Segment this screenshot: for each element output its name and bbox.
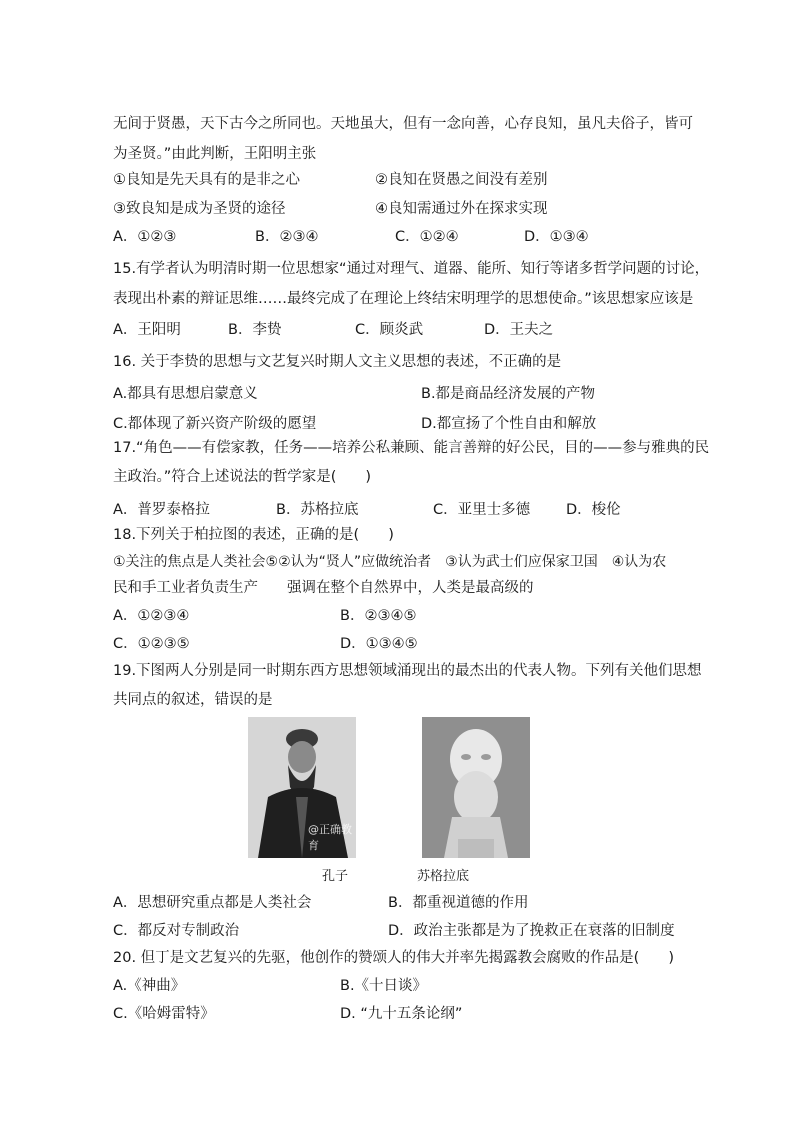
q17-stem-line1: 17.“角色——有偿家教，任务——培养公私兼顾、能言善辩的好公民，目的——参与雅典的民 xyxy=(113,440,710,456)
q14-choice-a: A．①②③ xyxy=(113,229,177,245)
q18-choice-c: C．①②③⑤ xyxy=(113,636,190,652)
q20-stem: 20. 但丁是文艺复兴的先驱，他创作的赞颂人的伟大并率先揭露教会腐败的作品是( ) xyxy=(113,950,674,966)
q15-choice-a: A．王阳明 xyxy=(113,322,181,338)
q14-option-3: ③致良知是成为圣贤的途径 xyxy=(113,201,286,217)
socrates-bust xyxy=(422,717,530,858)
q20-choice-b: B.《十日谈》 xyxy=(340,978,428,994)
q15-choice-b: B．李贽 xyxy=(228,322,282,338)
q18-choice-a: A．①②③④ xyxy=(113,608,190,624)
q18-stem: 18.下列关于柏拉图的表述，正确的是( ) xyxy=(113,527,394,543)
q15-stem-line2: 表现出朴素的辩证思维……最终完成了在理论上终结宋明理学的思想使命。”该思想家应该是 xyxy=(113,291,694,307)
q18-choice-d: D．①③④⑤ xyxy=(340,636,418,652)
q18-choice-b: B．②③④⑤ xyxy=(340,608,417,624)
q20-choice-d: D. “九十五条论纲” xyxy=(340,1006,463,1022)
caption-confucius: 孔子 xyxy=(322,869,349,884)
q18-statements-line2: 民和手工业者负责生产 强调在整个自然界中，人类是最高级的 xyxy=(113,580,534,596)
q19-choice-d: D．政治主张都是为了挽救正在衰落的旧制度 xyxy=(388,923,675,939)
q14-choice-b: B．②③④ xyxy=(255,229,319,245)
q16-choice-d: D.都宣扬了个性自由和解放 xyxy=(421,416,597,432)
q18-statements-line1: ①关注的焦点是人类社会⑤②认为“贤人”应做统治者 ③认为武士们应保家卫国 ④认为农 xyxy=(113,554,667,570)
q14-choice-d: D．①③④ xyxy=(524,229,589,245)
q15-stem-line1: 15.有学者认为明清时期一位思想家“通过对理气、道器、能所、知行等诸多哲学问题的讨论， xyxy=(113,261,710,277)
q14-stem-line1: 无间于贤愚，天下古今之所同也。天地虽大，但有一念向善，心存良知，虽凡夫俗子，皆可 xyxy=(113,116,693,132)
q14-option-2: ②良知在贤愚之间没有差别 xyxy=(375,172,548,188)
q16-choice-b: B.都是商品经济发展的产物 xyxy=(421,386,596,402)
socrates-bust-image xyxy=(422,717,530,858)
q15-choice-c: C．顾炎武 xyxy=(355,322,424,338)
q17-choice-c: C．亚里士多德 xyxy=(433,502,531,518)
q16-choice-c: C.都体现了新兴资产阶级的愿望 xyxy=(113,416,317,432)
q16-choice-a: A.都具有思想启蒙意义 xyxy=(113,386,258,402)
q14-option-4: ④良知需通过外在探求实现 xyxy=(375,201,548,217)
q14-choice-c: C．①②④ xyxy=(395,229,459,245)
q19-stem-line1: 19.下图两人分别是同一时期东西方思想领域涌现出的最杰出的代表人物。下列有关他们思想 xyxy=(113,663,702,679)
q14-option-1: ①良知是先天具有的是非之心 xyxy=(113,172,300,188)
confucius-portrait xyxy=(248,717,356,858)
q16-stem: 16. 关于李贽的思想与文艺复兴时期人文主义思想的表述，不正确的是 xyxy=(113,354,562,370)
q19-choice-b: B．都重视道德的作用 xyxy=(388,895,529,911)
q20-choice-c: C.《哈姆雷特》 xyxy=(113,1006,215,1022)
caption-socrates: 苏格拉底 xyxy=(417,869,470,884)
q15-choice-d: D．王夫之 xyxy=(484,322,554,338)
q19-choice-a: A．思想研究重点都是人类社会 xyxy=(113,895,312,911)
q17-choice-b: B．苏格拉底 xyxy=(276,502,359,518)
q19-choice-c: C．都反对专制政治 xyxy=(113,923,240,939)
q17-choice-d: D．梭伦 xyxy=(566,502,621,518)
q19-stem-line2: 共同点的叙述，错误的是 xyxy=(113,692,273,708)
watermark-text: @正确教育 xyxy=(308,823,352,852)
q20-choice-a: A.《神曲》 xyxy=(113,978,186,994)
q17-stem-line2: 主政治。”符合上述说法的哲学家是( ) xyxy=(113,469,372,485)
q17-choice-a: A．普罗泰格拉 xyxy=(113,502,210,518)
q14-stem-line2: 为圣贤。”由此判断，王阳明主张 xyxy=(113,146,317,162)
